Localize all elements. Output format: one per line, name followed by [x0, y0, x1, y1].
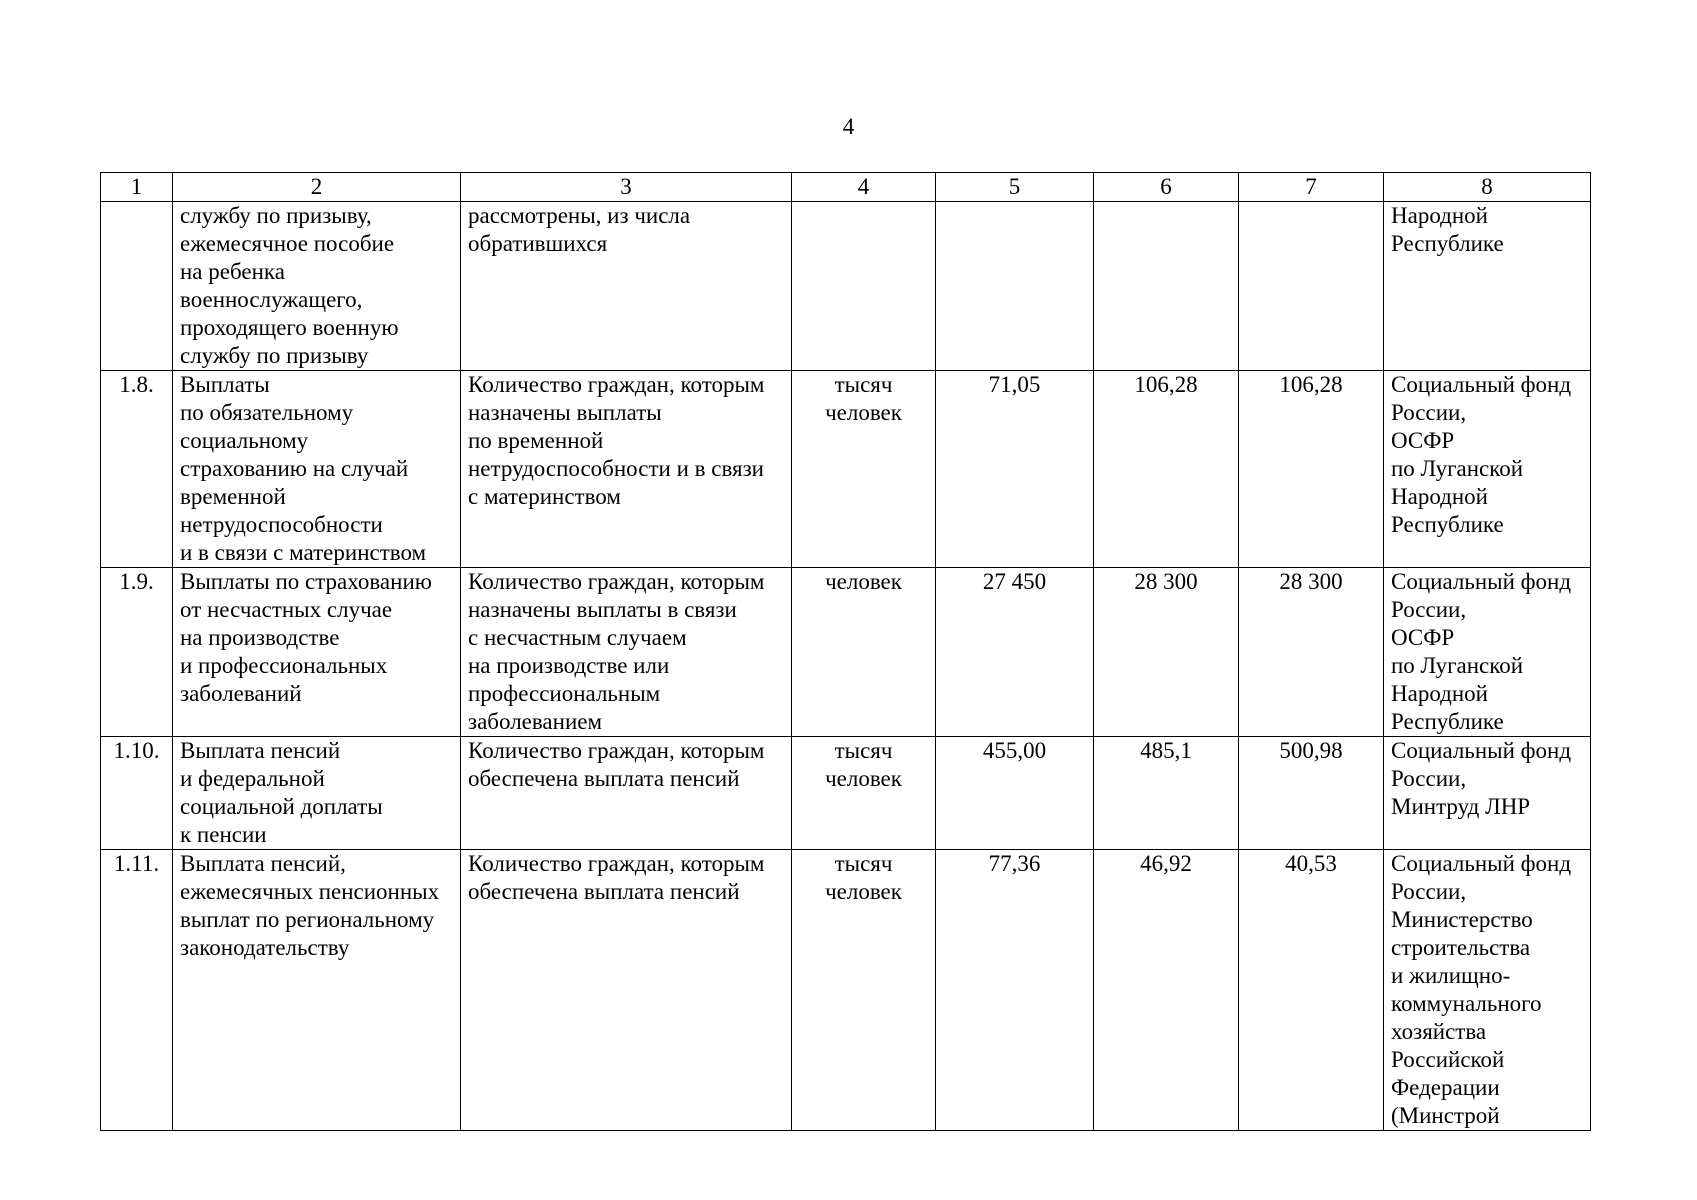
row-number-cell: 1.9. [101, 568, 173, 737]
header-col-8: 8 [1384, 173, 1591, 202]
responsible-cell: Социальный фонд России, ОСФР по Луганской Народной Республике [1384, 371, 1591, 568]
unit-cell [792, 202, 936, 371]
row-number-cell: 1.11. [101, 850, 173, 1131]
header-col-2: 2 [173, 173, 461, 202]
row-number-cell [101, 202, 173, 371]
header-col-3: 3 [461, 173, 792, 202]
responsible-cell: Народной Республике [1384, 202, 1591, 371]
value-col5-cell [936, 202, 1094, 371]
value-col5-cell: 27 450 [936, 568, 1094, 737]
value-col7-cell: 106,28 [1239, 371, 1384, 568]
header-col-6: 6 [1094, 173, 1239, 202]
value-col6-cell: 46,92 [1094, 850, 1239, 1131]
row-number-cell: 1.10. [101, 737, 173, 850]
header-col-4: 4 [792, 173, 936, 202]
table-row [101, 371, 1591, 568]
indicators-table [100, 172, 1591, 1131]
unit-cell: тысяч человек [792, 371, 936, 568]
value-col7-cell: 500,98 [1239, 737, 1384, 850]
indicator-cell: Количество граждан, которым обеспечена выплата пенсий [461, 850, 792, 1131]
page-number: 4 [842, 114, 855, 139]
value-col5-cell: 455,00 [936, 737, 1094, 850]
table-body [101, 202, 1591, 1131]
measure-name-cell: Выплаты по обязательному социальному страхованию на случай временной нетрудоспособности и в связи с материнством [173, 371, 461, 568]
unit-cell: тысяч человек [792, 850, 936, 1131]
measure-name-cell: Выплата пенсий, ежемесячных пенсионных выплат по региональному законодательству [173, 850, 461, 1131]
measure-name-cell: службу по призыву, ежемесячное пособие на ребенка военнослужащего, проходящего военную службу по призыву [173, 202, 461, 371]
indicator-cell: рассмотрены, из числа обратившихся [461, 202, 792, 371]
table-row [101, 850, 1591, 1131]
unit-cell: человек [792, 568, 936, 737]
header-row [101, 173, 1591, 202]
table-row [101, 737, 1591, 850]
indicator-cell: Количество граждан, которым обеспечена выплата пенсий [461, 737, 792, 850]
responsible-cell: Социальный фонд России, Министерство строительства и жилищно- коммунального хозяйства Российской Федерации (Минстрой [1384, 850, 1591, 1131]
value-col5-cell: 71,05 [936, 371, 1094, 568]
header-col-1: 1 [101, 173, 173, 202]
table-row [101, 568, 1591, 737]
header-col-5: 5 [936, 173, 1094, 202]
responsible-cell: Социальный фонд России, Минтруд ЛНР [1384, 737, 1591, 850]
value-col6-cell [1094, 202, 1239, 371]
table-header [101, 173, 1591, 202]
value-col6-cell: 106,28 [1094, 371, 1239, 568]
value-col6-cell: 28 300 [1094, 568, 1239, 737]
value-col7-cell: 40,53 [1239, 850, 1384, 1131]
measure-name-cell: Выплата пенсий и федеральной социальной доплаты к пенсии [173, 737, 461, 850]
indicator-cell: Количество граждан, которым назначены выплаты по временной нетрудоспособности и в связи с материнством [461, 371, 792, 568]
responsible-cell: Социальный фонд России, ОСФР по Луганской Народной Республике [1384, 568, 1591, 737]
indicator-cell: Количество граждан, которым назначены выплаты в связи с несчастным случаем на производстве или профессиональным заболеванием [461, 568, 792, 737]
row-number-cell: 1.8. [101, 371, 173, 568]
value-col7-cell [1239, 202, 1384, 371]
value-col6-cell: 485,1 [1094, 737, 1239, 850]
table-row [101, 202, 1591, 371]
header-col-7: 7 [1239, 173, 1384, 202]
unit-cell: тысяч человек [792, 737, 936, 850]
value-col7-cell: 28 300 [1239, 568, 1384, 737]
value-col5-cell: 77,36 [936, 850, 1094, 1131]
measure-name-cell: Выплаты по страхованию от несчастных случае на производстве и профессиональных заболеваний [173, 568, 461, 737]
